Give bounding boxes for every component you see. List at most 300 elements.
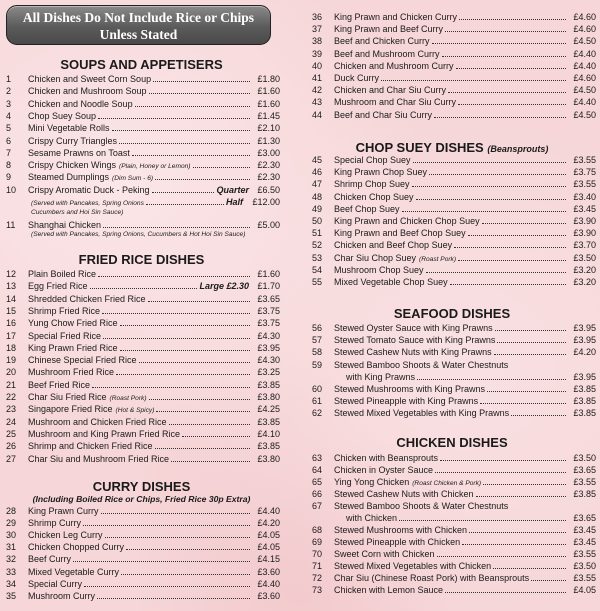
menu-item-row <box>0 122 280 134</box>
leader-dots <box>97 590 250 599</box>
menu-item-row <box>0 293 280 305</box>
item-price: £3.60 <box>257 566 280 577</box>
item-name: Chicken and Noodle Soup <box>28 98 133 109</box>
leader-dots <box>437 548 566 557</box>
item-price: £1.30 <box>257 135 280 146</box>
item-name: Chicken and Mushroom Soup <box>28 86 147 97</box>
item-price: £3.65 <box>257 293 280 304</box>
leader-dots <box>435 464 566 473</box>
leader-dots <box>381 72 566 81</box>
leader-dots <box>146 196 224 205</box>
item-number: 69 <box>312 537 323 547</box>
menu-item-row <box>306 584 596 596</box>
menu-item-row <box>0 135 280 147</box>
item-name: Stewed Mixed Vegetables with Chicken <box>334 561 492 571</box>
menu-item-row <box>0 184 280 196</box>
menu-item-row <box>0 110 280 122</box>
item-number: 5 <box>6 123 12 134</box>
item-price: £4.40 <box>257 578 280 589</box>
leader-dots <box>116 366 250 375</box>
item-number: 4 <box>6 110 12 121</box>
leader-dots <box>448 84 566 93</box>
item-price: £1.45 <box>257 110 280 121</box>
item-price: £3.55 <box>573 155 596 165</box>
item-name: Beef Chop Suey <box>334 203 400 214</box>
item-number: 72 <box>312 573 323 583</box>
leader-dots <box>98 268 250 277</box>
item-price: £1.80 <box>257 74 280 84</box>
leader-dots <box>482 215 566 224</box>
menu-item-row <box>0 280 280 292</box>
curry-subtitle: (Including Boiled Rice or Chips, Fried Rice 30p Extra) <box>32 494 251 504</box>
item-number: 61 <box>312 396 323 407</box>
item-price: £4.40 <box>257 506 280 516</box>
menu-item-row <box>0 391 280 403</box>
item-number: 46 <box>312 167 323 178</box>
leader-dots <box>458 96 566 105</box>
leader-dots <box>83 517 250 526</box>
menu-item-row <box>306 239 596 251</box>
item-number: 27 <box>6 453 17 464</box>
menu-item-row <box>306 346 596 358</box>
menu-item-row <box>0 453 280 465</box>
item-number: 47 <box>312 179 323 190</box>
item-price: £3.20 <box>573 277 596 287</box>
item-number: 34 <box>6 578 17 589</box>
menu-item-row <box>0 268 280 280</box>
item-note: (Roast Pork) <box>419 255 457 263</box>
item-number: 26 <box>6 441 17 452</box>
item-price: £4.05 <box>573 585 596 595</box>
item-name-continued: with Chicken <box>346 513 398 523</box>
chop-suey-subtitle: (Beansprouts) <box>487 144 549 154</box>
menu-item-row <box>306 96 596 108</box>
leader-dots <box>156 403 250 412</box>
item-number: 70 <box>312 549 323 559</box>
leader-dots <box>169 416 250 425</box>
menu-item-row <box>306 322 596 334</box>
item-name: Char Siu (Chinese Roast Pork) with Beansprouts <box>334 573 530 583</box>
item-price: £4.60 <box>573 73 596 83</box>
item-price: £4.05 <box>257 542 280 553</box>
item-note: (Plain, Honey or Lemon) <box>119 163 191 171</box>
item-price: £2.10 <box>257 123 280 134</box>
item-number: 12 <box>6 269 17 279</box>
item-price: £3.55 <box>573 549 596 559</box>
leader-dots <box>132 147 250 156</box>
leader-dots <box>149 391 250 400</box>
item-price: £6.50 <box>257 184 280 195</box>
leader-dots <box>182 428 250 437</box>
item-price: £3.75 <box>257 305 280 316</box>
leader-dots <box>120 342 250 351</box>
item-price: £3.90 <box>573 228 596 239</box>
leader-dots <box>413 154 566 163</box>
item-name: Beef Curry <box>28 554 72 565</box>
item-number: 2 <box>6 86 12 97</box>
menu-item-row <box>306 72 596 84</box>
item-extra-price: Quarter <box>216 184 249 195</box>
leader-dots <box>105 529 250 538</box>
item-price: £4.60 <box>573 12 596 22</box>
menu-item-row <box>306 23 596 35</box>
item-price: £1.60 <box>257 98 280 109</box>
leader-dots <box>90 280 198 289</box>
item-number: 64 <box>312 465 323 475</box>
item-name: Chicken Chopped Curry <box>28 542 125 553</box>
leader-dots <box>416 191 566 200</box>
leader-dots <box>149 85 250 94</box>
item-name: Chicken and Mushroom Curry <box>334 60 454 71</box>
menu-item-row <box>0 147 280 159</box>
menu-item-row <box>306 334 596 346</box>
item-price: £3.65 <box>573 465 596 475</box>
item-number: 60 <box>312 384 323 394</box>
notice-banner <box>6 5 271 45</box>
leader-dots <box>531 572 566 581</box>
item-name: Steamed Dumplings <box>28 172 110 183</box>
leader-dots <box>171 453 250 462</box>
item-price: £3.40 <box>573 191 596 202</box>
leader-dots <box>426 264 566 273</box>
item-price: £4.40 <box>573 60 596 71</box>
item-price: £3.60 <box>257 590 280 601</box>
leader-dots <box>152 184 215 193</box>
section-title-chop-suey <box>306 140 598 155</box>
leader-dots <box>494 346 566 355</box>
item-price: £1.60 <box>257 86 280 97</box>
item-price: £3.80 <box>257 453 280 464</box>
leader-dots <box>102 305 250 314</box>
item-number: 59 <box>312 359 323 370</box>
item-number: 6 <box>6 135 12 146</box>
menu-item-row <box>306 48 596 60</box>
item-name: Shanghai Chicken <box>28 220 102 230</box>
leader-dots <box>445 23 566 32</box>
menu-item-row <box>0 354 280 366</box>
leader-dots <box>84 578 250 587</box>
leader-dots <box>412 178 566 187</box>
menu-item-row <box>306 264 596 276</box>
item-number: 50 <box>312 216 323 226</box>
leader-dots <box>193 159 251 168</box>
leader-dots <box>456 60 566 69</box>
menu-item-row <box>306 548 596 560</box>
item-number: 7 <box>6 147 12 158</box>
item-number: 57 <box>312 335 323 346</box>
item-price: £3.95 <box>573 371 596 382</box>
section-title-fried-rice: FRIED RICE DISHES <box>78 252 205 267</box>
item-name-continued: with King Prawns <box>346 371 416 382</box>
leader-dots <box>98 110 250 119</box>
menu-item-row <box>306 276 596 288</box>
item-number: 35 <box>6 590 17 601</box>
item-price: £2.30 <box>257 172 280 183</box>
item-note: (Hot & Spicy) <box>115 407 155 415</box>
leader-dots <box>487 383 566 392</box>
leader-dots <box>119 135 250 144</box>
item-number: 71 <box>312 561 323 571</box>
menu-item-continuation <box>306 371 596 383</box>
item-price: £3.50 <box>573 252 596 263</box>
item-extra-price: Large £2.30 <box>199 281 249 292</box>
leader-dots <box>476 488 566 497</box>
leader-dots <box>139 354 250 363</box>
item-name: Chicken with Beansprouts <box>334 453 439 463</box>
leader-dots <box>73 553 250 562</box>
item-price: £1.70 <box>257 281 280 292</box>
item-number: 31 <box>6 542 17 553</box>
item-price: £3.85 <box>573 384 596 394</box>
menu-item-row <box>306 395 596 407</box>
item-number: 21 <box>6 379 17 390</box>
menu-item-row <box>0 317 280 329</box>
menu-item-row <box>0 566 280 578</box>
item-number: 43 <box>312 97 323 108</box>
menu-item-row <box>0 416 280 428</box>
item-price: £3.95 <box>573 335 596 346</box>
item-number: 38 <box>312 36 323 47</box>
menu-item-row <box>0 85 280 97</box>
item-name: Mixed Vegetable Chop Suey <box>334 277 448 287</box>
item-name: King Prawn Curry <box>28 506 99 516</box>
menu-item-row <box>0 529 280 541</box>
item-name: Mushroom and Char Siu Curry <box>334 97 457 108</box>
item-number: 25 <box>6 428 17 439</box>
item-name: Mushroom and Chicken Fried Rice <box>28 416 167 427</box>
item-name: Mini Vegetable Rolls <box>28 123 110 134</box>
item-number: 15 <box>6 305 17 316</box>
item-price: £4.15 <box>257 554 280 565</box>
item-number: 36 <box>312 12 323 22</box>
leader-dots <box>155 171 250 180</box>
item-price: £3.85 <box>257 441 280 452</box>
item-name: Char Siu Chop Suey <box>334 252 417 263</box>
item-number: 67 <box>312 501 323 511</box>
leader-dots <box>434 109 566 118</box>
item-name: King Prawn and Beef Chop Suey <box>334 228 466 239</box>
item-name: Stewed Oyster Sauce with King Prawns <box>334 323 493 333</box>
item-price: £4.10 <box>257 428 280 439</box>
item-number: 28 <box>6 506 17 516</box>
item-number: 30 <box>6 530 17 541</box>
duck-serving-note-2: Cucumbers and Hoi Sin Sauce) <box>31 209 124 216</box>
item-price: £4.60 <box>573 24 596 35</box>
item-number: 58 <box>312 347 323 358</box>
item-price: £3.55 <box>573 573 596 583</box>
item-number: 40 <box>312 60 323 71</box>
item-number: 23 <box>6 404 17 415</box>
menu-item-row <box>306 178 596 190</box>
item-name: Chicken in Oyster Sauce <box>334 465 434 475</box>
duck-serving-note: (Served with Pancakes, Spring Onions <box>31 200 144 207</box>
notice-line-1: All Dishes Do Not Include Rice or Chips <box>22 10 255 25</box>
item-number: 49 <box>312 203 323 214</box>
item-number: 22 <box>6 392 17 402</box>
item-price: £3.85 <box>257 379 280 390</box>
item-price: £3.75 <box>573 167 596 178</box>
menu-item-row <box>306 35 596 47</box>
leader-dots <box>458 252 566 261</box>
leader-dots <box>148 293 250 302</box>
item-price: £4.05 <box>257 530 280 541</box>
leader-dots <box>417 371 566 380</box>
menu-item-row <box>0 517 280 529</box>
menu-item-row <box>306 464 596 476</box>
item-price: £4.20 <box>257 518 280 529</box>
item-number: 42 <box>312 85 323 96</box>
item-number: 39 <box>312 48 323 59</box>
menu-item-continuation <box>306 512 596 524</box>
item-name: Beef and Char Siu Curry <box>334 109 433 120</box>
item-number: 16 <box>6 318 17 329</box>
item-price: £3.55 <box>573 477 596 487</box>
item-price: £3.70 <box>573 240 596 251</box>
item-number: 53 <box>312 252 323 263</box>
item-price: £3.80 <box>257 392 280 402</box>
leader-dots <box>483 476 566 485</box>
menu-item-row <box>306 252 596 264</box>
item-name: Crispy Aromatic Duck - Peking <box>28 184 150 195</box>
item-number: 29 <box>6 518 17 529</box>
item-price: £1.60 <box>257 269 280 279</box>
leader-dots <box>120 317 250 326</box>
leader-dots <box>511 407 566 416</box>
item-name: King Prawn and Beef Curry <box>334 24 444 35</box>
leader-dots <box>440 452 566 461</box>
item-number: 3 <box>6 98 12 109</box>
menu-item-row <box>306 572 596 584</box>
leader-dots <box>495 322 566 331</box>
item-price: £4.40 <box>573 97 596 108</box>
item-note: (Dim Sum - 6) <box>112 175 154 183</box>
item-price: £5.00 <box>257 220 280 230</box>
menu-item-row <box>0 196 280 208</box>
menu-item-row <box>306 524 596 536</box>
item-name: Plain Boiled Rice <box>28 269 97 279</box>
item-number: 17 <box>6 330 17 341</box>
item-number: 44 <box>312 109 323 120</box>
item-name: Special Fried Rice <box>28 330 102 341</box>
item-name: Mushroom and King Prawn Fried Rice <box>28 428 181 439</box>
item-number: 11 <box>6 220 16 230</box>
item-name: Sweet Corn with Chicken <box>334 549 435 559</box>
item-name: Yung Chow Fried Rice <box>28 318 118 329</box>
item-price: £4.50 <box>573 109 596 120</box>
item-name: Mushroom Fried Rice <box>28 367 115 378</box>
item-name: Stewed Cashew Nuts with King Prawns <box>334 347 492 358</box>
menu-item-row <box>0 98 280 110</box>
leader-dots <box>402 203 566 212</box>
item-number: 55 <box>312 277 323 287</box>
item-name: Shrimp and Chicken Fried Rice <box>28 441 153 452</box>
menu-item-row <box>306 215 596 227</box>
item-name: Beef and Mushroom Curry <box>334 48 440 59</box>
item-number: 14 <box>6 293 17 304</box>
item-name: Shrimp Chop Suey <box>334 179 410 190</box>
item-price: £4.50 <box>573 36 596 47</box>
menu-item-row <box>306 60 596 72</box>
menu-item-row <box>306 500 596 512</box>
item-number: 45 <box>312 155 323 165</box>
item-number: 33 <box>6 566 17 577</box>
item-name: Singapore Fried Rice <box>28 404 113 415</box>
leader-dots <box>429 166 566 175</box>
item-name: Mushroom Chop Suey <box>334 264 424 275</box>
item-price: £4.30 <box>257 355 280 366</box>
leader-dots <box>153 73 250 82</box>
menu-item-row <box>0 73 280 85</box>
menu-item-row <box>306 359 596 371</box>
item-name: King Prawn and Chicken Curry <box>334 12 458 22</box>
menu-item-row <box>306 407 596 419</box>
item-price: £3.95 <box>257 342 280 353</box>
leader-dots <box>155 440 250 449</box>
item-price: £2.30 <box>257 160 280 171</box>
item-price: £3.85 <box>573 408 596 419</box>
item-number: 8 <box>6 160 12 171</box>
menu-item-row <box>306 536 596 548</box>
menu-item-row <box>306 109 596 121</box>
menu-item-row <box>0 379 280 391</box>
menu-item-row <box>306 452 596 464</box>
leader-dots <box>497 334 566 343</box>
item-name: Special Curry <box>28 578 83 589</box>
menu-item-row <box>0 366 280 378</box>
item-price: £3.45 <box>573 203 596 214</box>
duck-half-label: Half <box>225 197 243 207</box>
item-number: 48 <box>312 191 323 202</box>
item-number: 13 <box>6 281 17 292</box>
item-price: £3.65 <box>573 513 596 523</box>
item-name: Chicken and Char Siu Curry <box>334 85 447 96</box>
item-name: Shredded Chicken Fried Rice <box>28 293 146 304</box>
item-number: 24 <box>6 416 17 427</box>
leader-dots <box>399 512 566 521</box>
item-number: 51 <box>312 228 323 239</box>
item-number: 54 <box>312 264 323 275</box>
item-price: £4.40 <box>573 48 596 59</box>
item-price: £3.75 <box>257 318 280 329</box>
leader-dots <box>121 566 250 575</box>
item-name: Stewed Mushrooms with Chicken <box>334 525 468 535</box>
item-price: £3.55 <box>573 179 596 190</box>
menu-item-row <box>0 342 280 354</box>
item-number: 63 <box>312 453 323 463</box>
menu-item-row <box>306 383 596 395</box>
duck-half-price: £12.00 <box>252 197 280 207</box>
menu-item-row <box>0 159 280 171</box>
item-price: £4.25 <box>257 404 280 415</box>
item-price: £3.95 <box>573 323 596 333</box>
menu-item-row <box>306 154 596 166</box>
item-name: King Prawn Fried Rice <box>28 342 118 353</box>
item-price: £3.45 <box>573 525 596 535</box>
item-name: Beef Fried Rice <box>28 379 91 390</box>
item-price: £3.90 <box>573 216 596 226</box>
item-price: £4.50 <box>573 85 596 96</box>
menu-item-row <box>306 191 596 203</box>
menu-item-row <box>306 476 596 488</box>
menu-item-row <box>0 440 280 452</box>
item-name: Egg Fried Rice <box>28 281 88 292</box>
leader-dots <box>432 35 566 44</box>
item-price: £3.85 <box>573 489 596 499</box>
section-title-seafood: SEAFOOD DISHES <box>393 306 511 321</box>
item-name: Stewed Tomato Sauce with King Prawns <box>334 335 496 346</box>
leader-dots <box>462 536 566 545</box>
section-title-chicken: CHICKEN DISHES <box>396 435 508 450</box>
